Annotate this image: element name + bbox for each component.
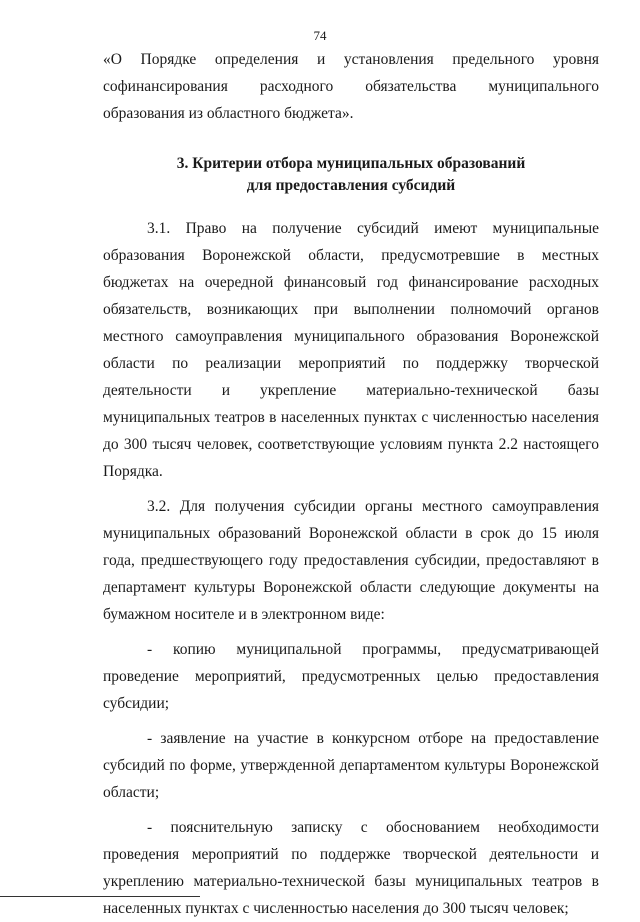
list-item: - заявление на участие в конкурсном отборе на предоставление субсидий по форме, утвержденной департаментом культуры Воронежской области; <box>103 730 599 801</box>
section-title-line-2: для предоставления субсидий <box>246 177 456 194</box>
list-item: - пояснительную записку с обоснованием необходимости проведения мероприятий по поддержке творческой деятельности и укреплению материально-технической базы муниципальных театров в населенных пунктах с численностью населения до 300 тысяч человек; <box>103 819 599 917</box>
paragraph-3-1: 3.1. Право на получение субсидий имеют муниципальные образования Воронежской области, предусмотревшие в местных бюджетах на очередной финансовый год финансирование расходных обязательств, возникающих при выполнении полномочий органов местного самоуправления муниципального образования Воронежской области по реализации мероприятий по поддержку творческой деятельности и укрепление материально-технической базы муниципальных театров в населенных пунктах с численностью населения до 300 тысяч человек, соответствующие условиям пункта 2.2 настоящего Порядка. <box>103 220 599 480</box>
document-body <box>103 46 599 922</box>
intro-paragraph: «О Порядке определения и установления предельного уровня софинансирования расходного обязательства муниципального образования из областного бюджета». <box>103 51 599 122</box>
paragraph-3-2: 3.2. Для получения субсидии органы местного самоуправления муниципальных образований Воронежской области в срок до 15 июля года, предшествующего году предоставления субсидии, предоставляют в департамент культуры Воронежской области следующие документы на бумажном носителе и в электронном виде: <box>103 498 599 623</box>
page-number: 74 <box>313 28 327 43</box>
section-title-line-1: 3. Критерии отбора муниципальных образований <box>176 155 526 172</box>
section-heading <box>103 153 599 197</box>
footer-rule <box>0 896 200 897</box>
list-item: - копию муниципальной программы, предусматривающей проведение мероприятий, предусмотренных целью предоставления субсидии; <box>103 641 599 712</box>
